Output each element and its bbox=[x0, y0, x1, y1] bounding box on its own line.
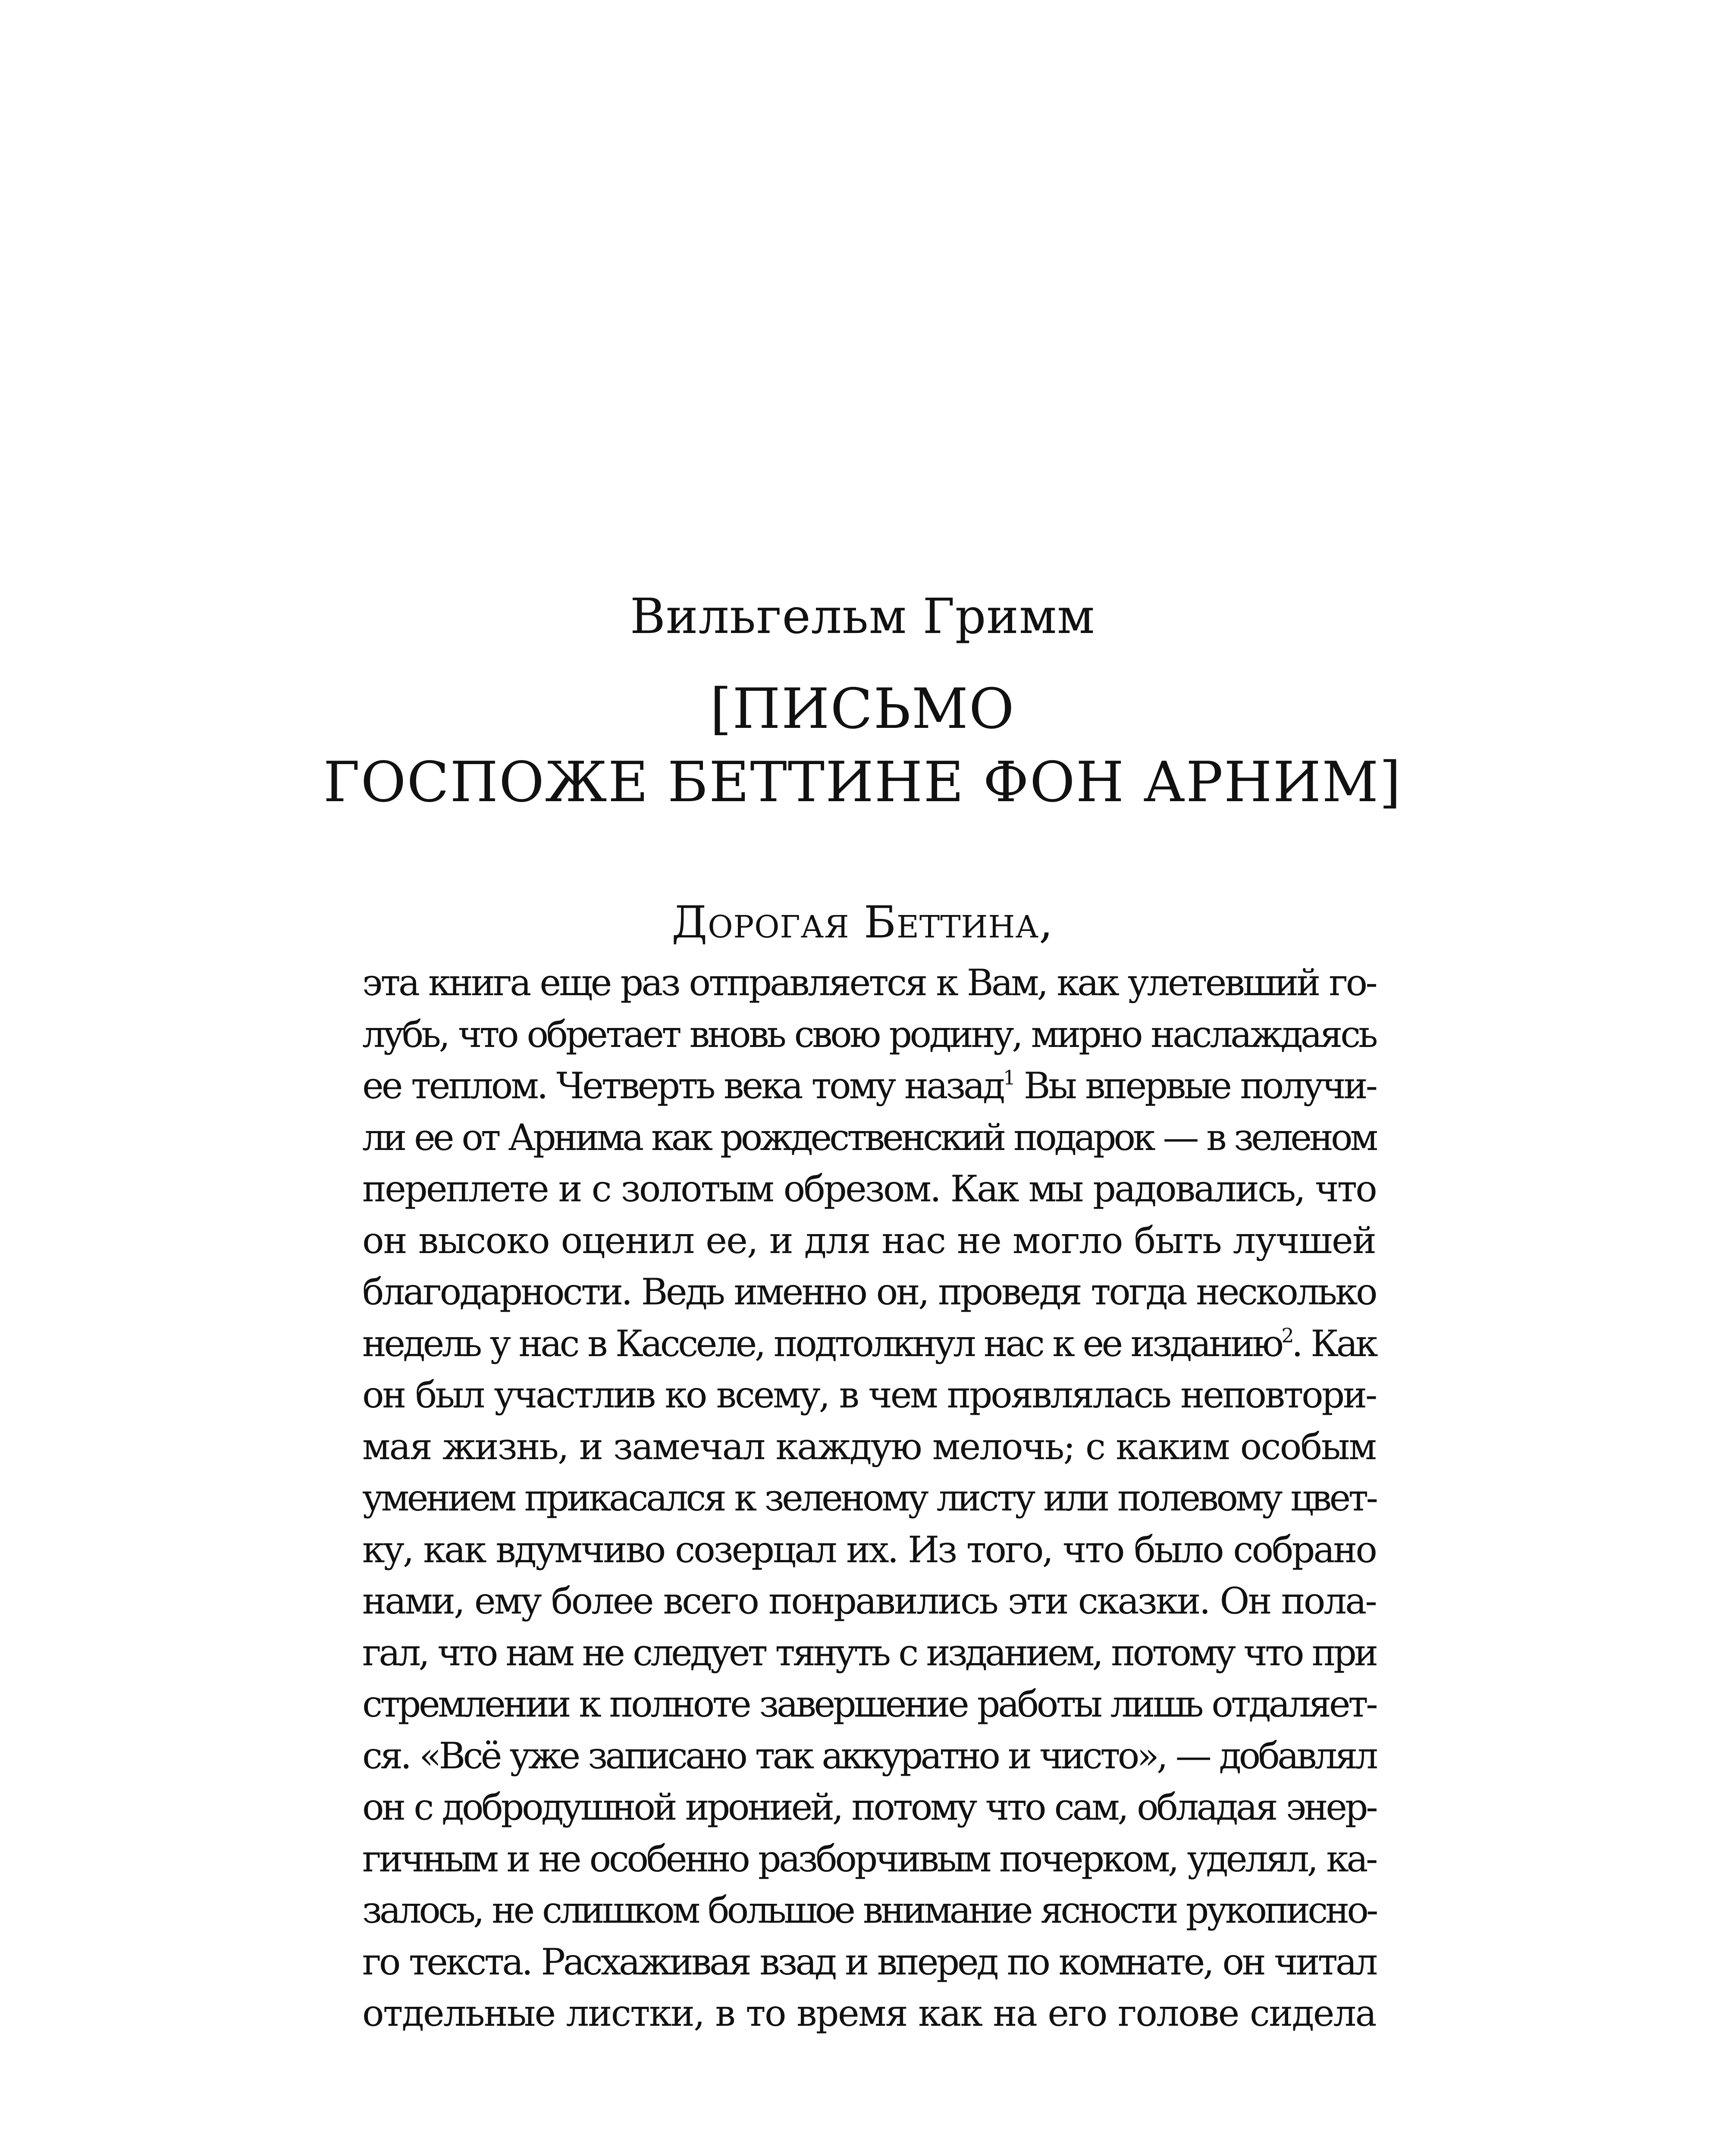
body-line: го текста. Расхаживая взад и вперед по комнате, он читал bbox=[362, 1940, 1376, 1983]
title-line: [ПИСЬМО bbox=[710, 677, 1015, 741]
body-line: мая жизнь, и замечал каждую мелочь; с каким особым bbox=[362, 1425, 1376, 1468]
body-line-text: . Как bbox=[1291, 1322, 1376, 1365]
salutation: Дорогая Беттина, bbox=[671, 897, 1054, 948]
footnote-marker: 2 bbox=[1281, 1323, 1292, 1347]
body-line: гал, что нам не следует тянуть с изданием, потому что при bbox=[362, 1631, 1376, 1674]
body-line: отдельные листки, в то время как на его голове сидела bbox=[362, 1992, 1376, 2034]
body-line: гичным и не особенно разборчивым почерком, уделял, ка- bbox=[362, 1837, 1376, 1880]
body-line: он высоко оценил ее, и для нас не могло быть лучшей bbox=[362, 1219, 1376, 1262]
body-line: ли ее от Арнима как рождественский подарок — в зеленом bbox=[362, 1116, 1376, 1159]
body-line: он с добродушной иронией, потому что сам, обладая энер- bbox=[362, 1786, 1376, 1828]
body-line: стремлении к полноте завершение работы лишь отдаляет- bbox=[362, 1683, 1376, 1725]
body-line: он был участлив ко всему, в чем проявлялась неповтори- bbox=[362, 1374, 1376, 1416]
letter-title bbox=[0, 673, 1725, 819]
body-line: нами, ему более всего понравились эти сказки. Он пола- bbox=[362, 1580, 1376, 1622]
body-line: эта книга еще раз отправляется к Вам, как улетевший го- bbox=[362, 962, 1376, 1004]
body-line: благодарности. Ведь именно он, проведя тогда несколько bbox=[362, 1271, 1376, 1313]
body-line: лубь, что обретает вновь свою родину, мирно наслаждаясь bbox=[362, 1013, 1376, 1056]
author-name: Вильгельм Гримм bbox=[630, 589, 1095, 645]
body-line: ку, как вдумчиво созерцал их. Из того, что было собрано bbox=[362, 1528, 1376, 1571]
letter-body bbox=[362, 957, 1376, 2040]
body-line: умением прикасался к зеленому листу или полевому цвет- bbox=[362, 1477, 1376, 1519]
body-line: ся. «Всё уже записано так аккуратно и чисто», — добавлял bbox=[362, 1734, 1376, 1777]
body-line bbox=[362, 1318, 1376, 1370]
body-line: залось, не слишком большое внимание ясности рукописно- bbox=[362, 1889, 1376, 1931]
body-line-text: ее теплом. Четверть века тому назад bbox=[362, 1065, 1003, 1107]
title-line: ГОСПОЖЕ БЕТТИНЕ ФОН АРНИМ] bbox=[323, 750, 1402, 815]
body-line-text: Вы впервые получи- bbox=[1013, 1065, 1376, 1107]
body-line bbox=[362, 1060, 1376, 1112]
body-line-text: недель у нас в Касселе, подтолкнул нас к ее изданию bbox=[362, 1322, 1282, 1365]
footnote-marker: 1 bbox=[1003, 1066, 1014, 1089]
body-line: переплете и с золотым обрезом. Как мы радовались, что bbox=[362, 1168, 1376, 1210]
